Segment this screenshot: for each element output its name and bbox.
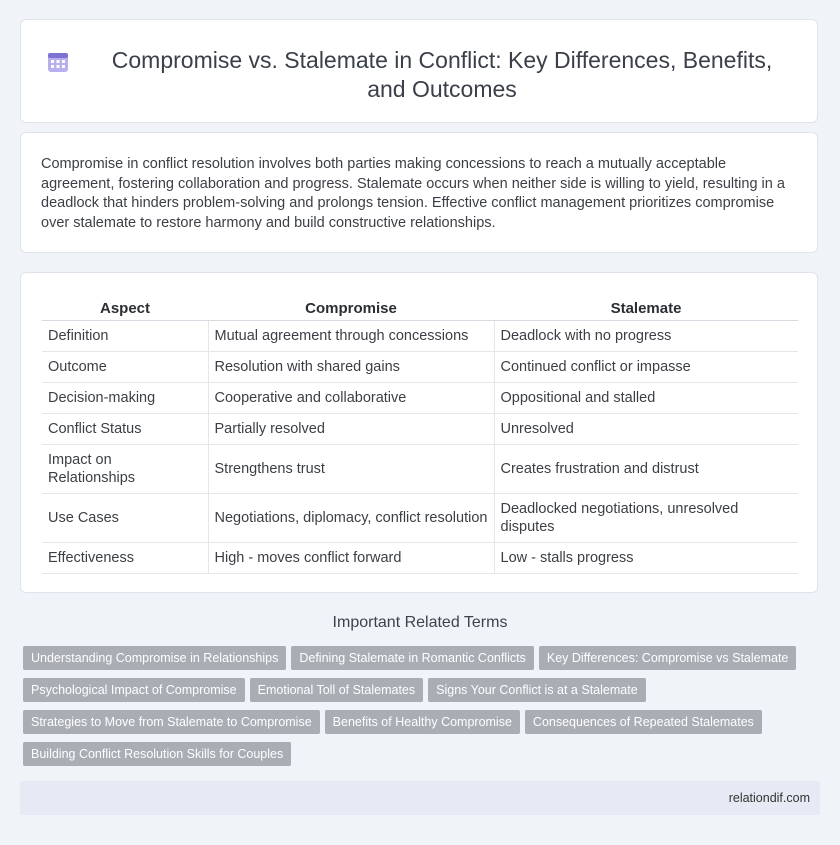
page-title: Compromise vs. Stalemate in Conflict: Key Differences, Benefits, and Outcomes [111,47,773,102]
related-term-tag[interactable]: Benefits of Healthy Compromise [325,710,520,734]
cell-aspect: Conflict Status [42,414,208,445]
cell-aspect: Outcome [42,352,208,383]
related-term-tag[interactable]: Strategies to Move from Stalemate to Compromise [23,710,320,734]
header-compromise: Compromise [208,294,494,321]
table-row [42,321,798,352]
table-row [42,383,798,414]
header-stalemate: Stalemate [494,294,798,321]
cell-compromise: Strengthens trust [208,445,494,494]
table-row [42,543,798,574]
cell-stalemate: Oppositional and stalled [494,383,798,414]
title-card [20,19,818,123]
cell-stalemate: Continued conflict or impasse [494,352,798,383]
comparison-table [42,294,798,574]
calendar-grid-icon [46,50,70,74]
cell-aspect: Use Cases [42,494,208,543]
cell-stalemate: Deadlock with no progress [494,321,798,352]
related-term-tag[interactable]: Key Differences: Compromise vs Stalemate [539,646,797,670]
related-term-tag[interactable]: Signs Your Conflict is at a Stalemate [428,678,646,702]
related-term-tag[interactable]: Understanding Compromise in Relationships [23,646,286,670]
related-term-tag[interactable]: Consequences of Repeated Stalemates [525,710,762,734]
table-row [42,445,798,494]
cell-stalemate: Unresolved [494,414,798,445]
cell-aspect: Impact on Relationships [42,445,208,494]
cell-stalemate: Low - stalls progress [494,543,798,574]
cell-aspect: Effectiveness [42,543,208,574]
cell-compromise: Mutual agreement through concessions [208,321,494,352]
related-terms-heading: Important Related Terms [332,614,508,631]
related-term-tag[interactable]: Building Conflict Resolution Skills for Couples [23,742,291,766]
intro-paragraph: Compromise in conflict resolution involves both parties making concessions to reach a mutually acceptable agreement, fostering collaboration and progress. Stalemate occurs when neither side is willing to yield, resulting in a deadlock that hinders problem-solving and prolongs tension. Effective conflict management prioritizes compromise over stalemate to restore harmony and build constructive relationships. [41,156,785,231]
cell-compromise: Partially resolved [208,414,494,445]
related-term-tag[interactable]: Emotional Toll of Stalemates [250,678,424,702]
cell-stalemate: Deadlocked negotiations, unresolved disputes [494,494,798,543]
header-aspect: Aspect [42,294,208,321]
cell-compromise: Negotiations, diplomacy, conflict resolution [208,494,494,543]
intro-card [20,132,818,253]
cell-compromise: Resolution with shared gains [208,352,494,383]
related-terms-list [23,646,823,774]
comparison-card [20,272,818,593]
cell-stalemate: Creates frustration and distrust [494,445,798,494]
table-header-row [42,294,798,321]
related-term-tag[interactable]: Psychological Impact of Compromise [23,678,245,702]
cell-compromise: High - moves conflict forward [208,543,494,574]
footer [20,781,820,815]
table-row [42,494,798,543]
table-row [42,352,798,383]
cell-aspect: Decision-making [42,383,208,414]
related-term-tag[interactable]: Defining Stalemate in Romantic Conflicts [291,646,534,670]
cell-compromise: Cooperative and collaborative [208,383,494,414]
table-row [42,414,798,445]
footer-site-link[interactable]: relationdif.com [728,791,810,805]
cell-aspect: Definition [42,321,208,352]
